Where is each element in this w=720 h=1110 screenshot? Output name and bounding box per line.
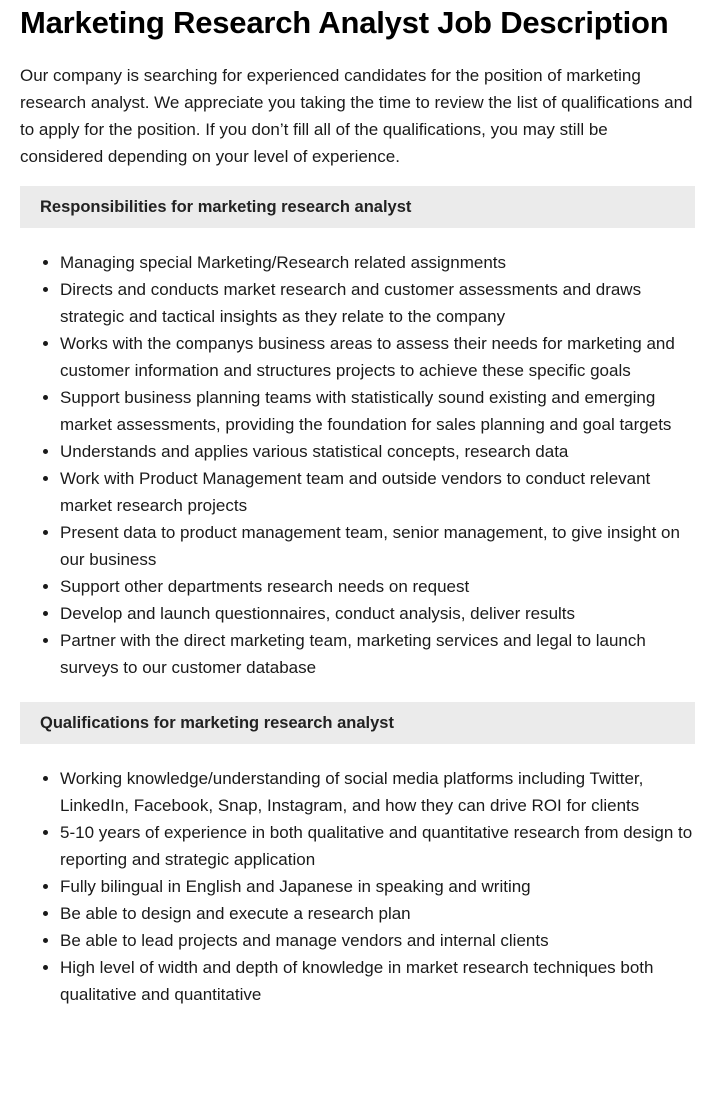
list-item: • Directs and conducts market research and customer assessments and draws strategic and tactical insights as they relate to the company: [60, 276, 695, 330]
qualifications-list: [20, 765, 695, 1008]
list-item: • Support business planning teams with statistically sound existing and emerging market assessments, providing the foundation for sales planning and goal targets: [60, 384, 695, 438]
list-item: • Works with the companys business areas to assess their needs for marketing and customer information and structures projects to achieve these specific goals: [60, 330, 695, 384]
list-item: • Be able to design and execute a research plan: [60, 900, 695, 927]
list-item: • Managing special Marketing/Research related assignments: [60, 249, 695, 276]
list-item: • Partner with the direct marketing team, marketing services and legal to launch surveys to our customer database: [60, 627, 695, 681]
list-item: • Work with Product Management team and outside vendors to conduct relevant market research projects: [60, 465, 695, 519]
list-item: • Understands and applies various statistical concepts, research data: [60, 438, 695, 465]
list-item: • Support other departments research needs on request: [60, 573, 695, 600]
list-item: • High level of width and depth of knowledge in market research techniques both qualitative and quantitative: [60, 954, 695, 1008]
list-item: • Be able to lead projects and manage vendors and internal clients: [60, 927, 695, 954]
list-item: • 5-10 years of experience in both qualitative and quantitative research from design to reporting and strategic application: [60, 819, 695, 873]
intro-paragraph: Our company is searching for experienced candidates for the position of marketing research analyst. We appreciate you taking the time to review the list of qualifications and to apply for the position. If you don’t fill all of the qualifications, you may still be considered depending on your level of experience.: [20, 66, 693, 166]
list-item: • Working knowledge/understanding of social media platforms including Twitter, LinkedIn, Facebook, Snap, Instagram, and how they can drive ROI for clients: [60, 765, 695, 819]
list-item: • Present data to product management team, senior management, to give insight on our business: [60, 519, 695, 573]
responsibilities-heading: Responsibilities for marketing research analyst: [20, 186, 695, 228]
responsibilities-list: [20, 249, 695, 681]
list-item: • Fully bilingual in English and Japanese in speaking and writing: [60, 873, 695, 900]
list-item: • Develop and launch questionnaires, conduct analysis, deliver results: [60, 600, 695, 627]
qualifications-heading: Qualifications for marketing research analyst: [20, 702, 695, 744]
page-title: Marketing Research Analyst Job Description: [20, 5, 669, 40]
